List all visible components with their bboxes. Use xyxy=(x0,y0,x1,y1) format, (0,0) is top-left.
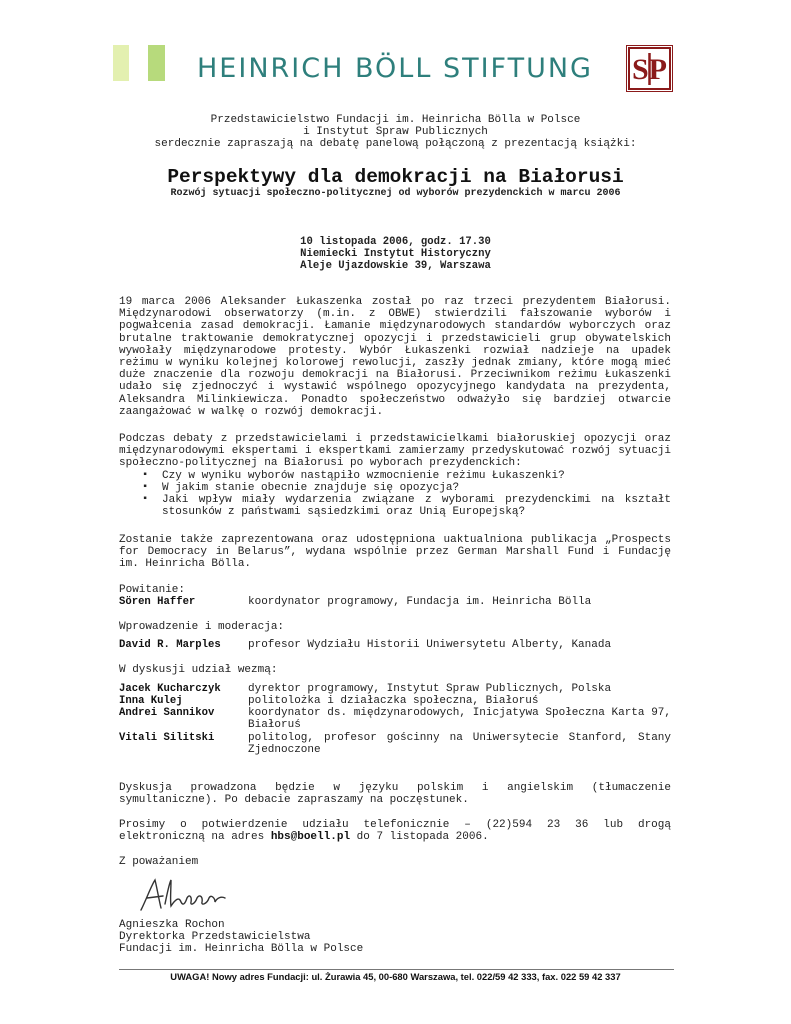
rsvp-email-link[interactable]: hbs@boell.pl xyxy=(270,831,351,844)
speaker-name: Sören Haffer xyxy=(119,596,196,608)
speaker-name: Inna Kulej xyxy=(119,695,183,707)
question-item: ▪ W jakim stanie obecnie znajduje się opozycja? xyxy=(119,482,671,494)
speaker-description: profesor Wydziału Historii Uniwersytetu Alberty, Kanada xyxy=(248,639,612,651)
logo-bar-light xyxy=(113,45,129,81)
signatory-name: Agnieszka Rochon xyxy=(119,919,225,931)
speaker-description: politolożka i działaczka społeczna, Białoruś xyxy=(248,695,539,707)
invitation-intro xyxy=(0,114,791,151)
intro-line: i Instytut Spraw Publicznych xyxy=(303,126,488,139)
intro-line: serdecznie zapraszają na debatę panelową połączoną z prezentacją książki: xyxy=(154,138,637,151)
speaker-name: David R. Marples xyxy=(119,639,221,651)
question-item: ▪ Czy w wyniku wyborów nastąpiło wzmocnienie reżimu Łukaszenki? xyxy=(119,470,671,482)
intro-line: Przedstawicielstwo Fundacji im. Heinricha Bölla w Polsce xyxy=(210,114,581,126)
rsvp-text: Prosimy o potwierdzenie udziału telefonicznie – (22)594 23 36 lub drogą elektroniczną na adres xyxy=(119,819,671,844)
event-date: 10 listopada 2006, godz. 17.30 xyxy=(300,236,491,248)
moderation-label: Wprowadzenie i moderacja: xyxy=(119,621,285,633)
event-details xyxy=(0,236,791,273)
question-item: ▪ Jaki wpływ miały wydarzenia związane z wyborami prezydenckimi na kształt stosunków z państwami sąsiedzkimi oraz Unią Europejską? xyxy=(119,494,671,518)
isp-logo-icon xyxy=(626,45,673,92)
event-venue: Niemiecki Instytut Historyczny xyxy=(300,248,491,261)
panel-label: W dyskusji udział wezmą: xyxy=(119,664,278,676)
welcome-label: Powitanie: xyxy=(119,584,186,596)
foundation-logo-text: HEINRICH BÖLL STIFTUNG xyxy=(197,53,593,84)
debate-paragraph: Podczas debaty z przedstawicielami i przedstawicielkami białoruskiej opozycji oraz międzynarodowymi ekspertami i ekspertkami zamierzamy przedyskutować rozwój sytuacji społeczno-politycznej na Białorusi po wyborach prezydenckich: xyxy=(119,433,671,470)
speaker-description: politolog, profesor gościnny na Uniwersytecie Stanford, Stany Zjednoczone xyxy=(248,732,671,757)
rsvp-deadline: do 7 listopada 2006. xyxy=(350,831,489,844)
signature-image xyxy=(137,874,237,916)
signatory-title: Dyrektorka Przedstawicielstwa xyxy=(119,931,311,944)
document-subtitle: Rozwój sytuacji społeczno-politycznej od wyborów prezydenckich w marcu 2006 xyxy=(170,188,621,199)
speaker-name: Jacek Kucharczyk xyxy=(119,683,221,695)
publication-paragraph: Zostanie także zaprezentowana oraz udostępniona uaktualniona publikacja „Prospects for Democracy in Belarus”, wydana wspólnie przez German Marshall Fund i Fundację im. Heinricha Bölla. xyxy=(119,534,671,571)
svg-text:SP: SP xyxy=(631,53,668,86)
footer-address-notice: UWAGA! Nowy adres Fundacji: ul. Żurawia 45, 00-680 Warszawa, tel. 022/59 42 333, fax. 022 59 42 337 xyxy=(170,971,621,982)
regards: Z poważaniem xyxy=(119,856,199,868)
speaker-name: Andrei Sannikov xyxy=(119,707,215,719)
document-title: Perspektywy dla demokracji na Białorusi xyxy=(167,166,624,188)
speaker-description: koordynator ds. międzynarodowych, Inicjatywa Społeczna Karta 97, Białoruś xyxy=(248,707,671,732)
body-paragraph xyxy=(119,433,671,518)
body-paragraph: 19 marca 2006 Aleksander Łukaszenka został po raz trzeci prezydentem Białorusi. Międzynarodowi obserwatorzy (m.in. z OBWE) stwierdzili fałszowanie wyborów i pogwałcenia zasad demokracji. Łamanie międzynarodowych standardów wyborczych oraz brutalne traktowanie demokratycznej opozycji i przedstawicieli grup obywatelskich wywołały międzynarodowe protesty. Wybór Łukaszenki rozwiał nadzieje na upadek reżimu w wyniku kolejnej kolorowej rewolucji, zaszły jednak zmiany, które mogą mieć duże znaczenie dla rozwoju demokracji na Białorusi. Przeciwnikom reżimu Łukaszenki udało się zjednoczyć i wystawić wspólnego opozycyjnego kandydata na prezydenta, Aleksandra Milinkiewicza. Ponadto społeczeństwo odważyło się bardziej otwarcie zaangażować w walkę o rozwój demokracji. xyxy=(119,296,671,418)
speaker-description: koordynator programowy, Fundacja im. Heinricha Bölla xyxy=(248,596,592,608)
signatory-block xyxy=(119,919,671,956)
event-address: Aleje Ujazdowskie 39, Warszawa xyxy=(300,260,491,273)
rsvp-note xyxy=(119,819,671,843)
question-list xyxy=(119,470,671,519)
speaker-name: Vitali Silitski xyxy=(119,732,215,744)
footer-divider xyxy=(119,969,674,970)
language-note: Dyskusja prowadzona będzie w języku polskim i angielskim (tłumaczenie symultaniczne). Po debacie zapraszamy na poczęstunek. xyxy=(119,782,671,807)
signatory-org: Fundacji im. Heinricha Bölla w Polsce xyxy=(119,943,364,956)
speaker-description: dyrektor programowy, Instytut Spraw Publicznych, Polska xyxy=(248,683,612,695)
logo-bar-dark xyxy=(148,45,165,81)
